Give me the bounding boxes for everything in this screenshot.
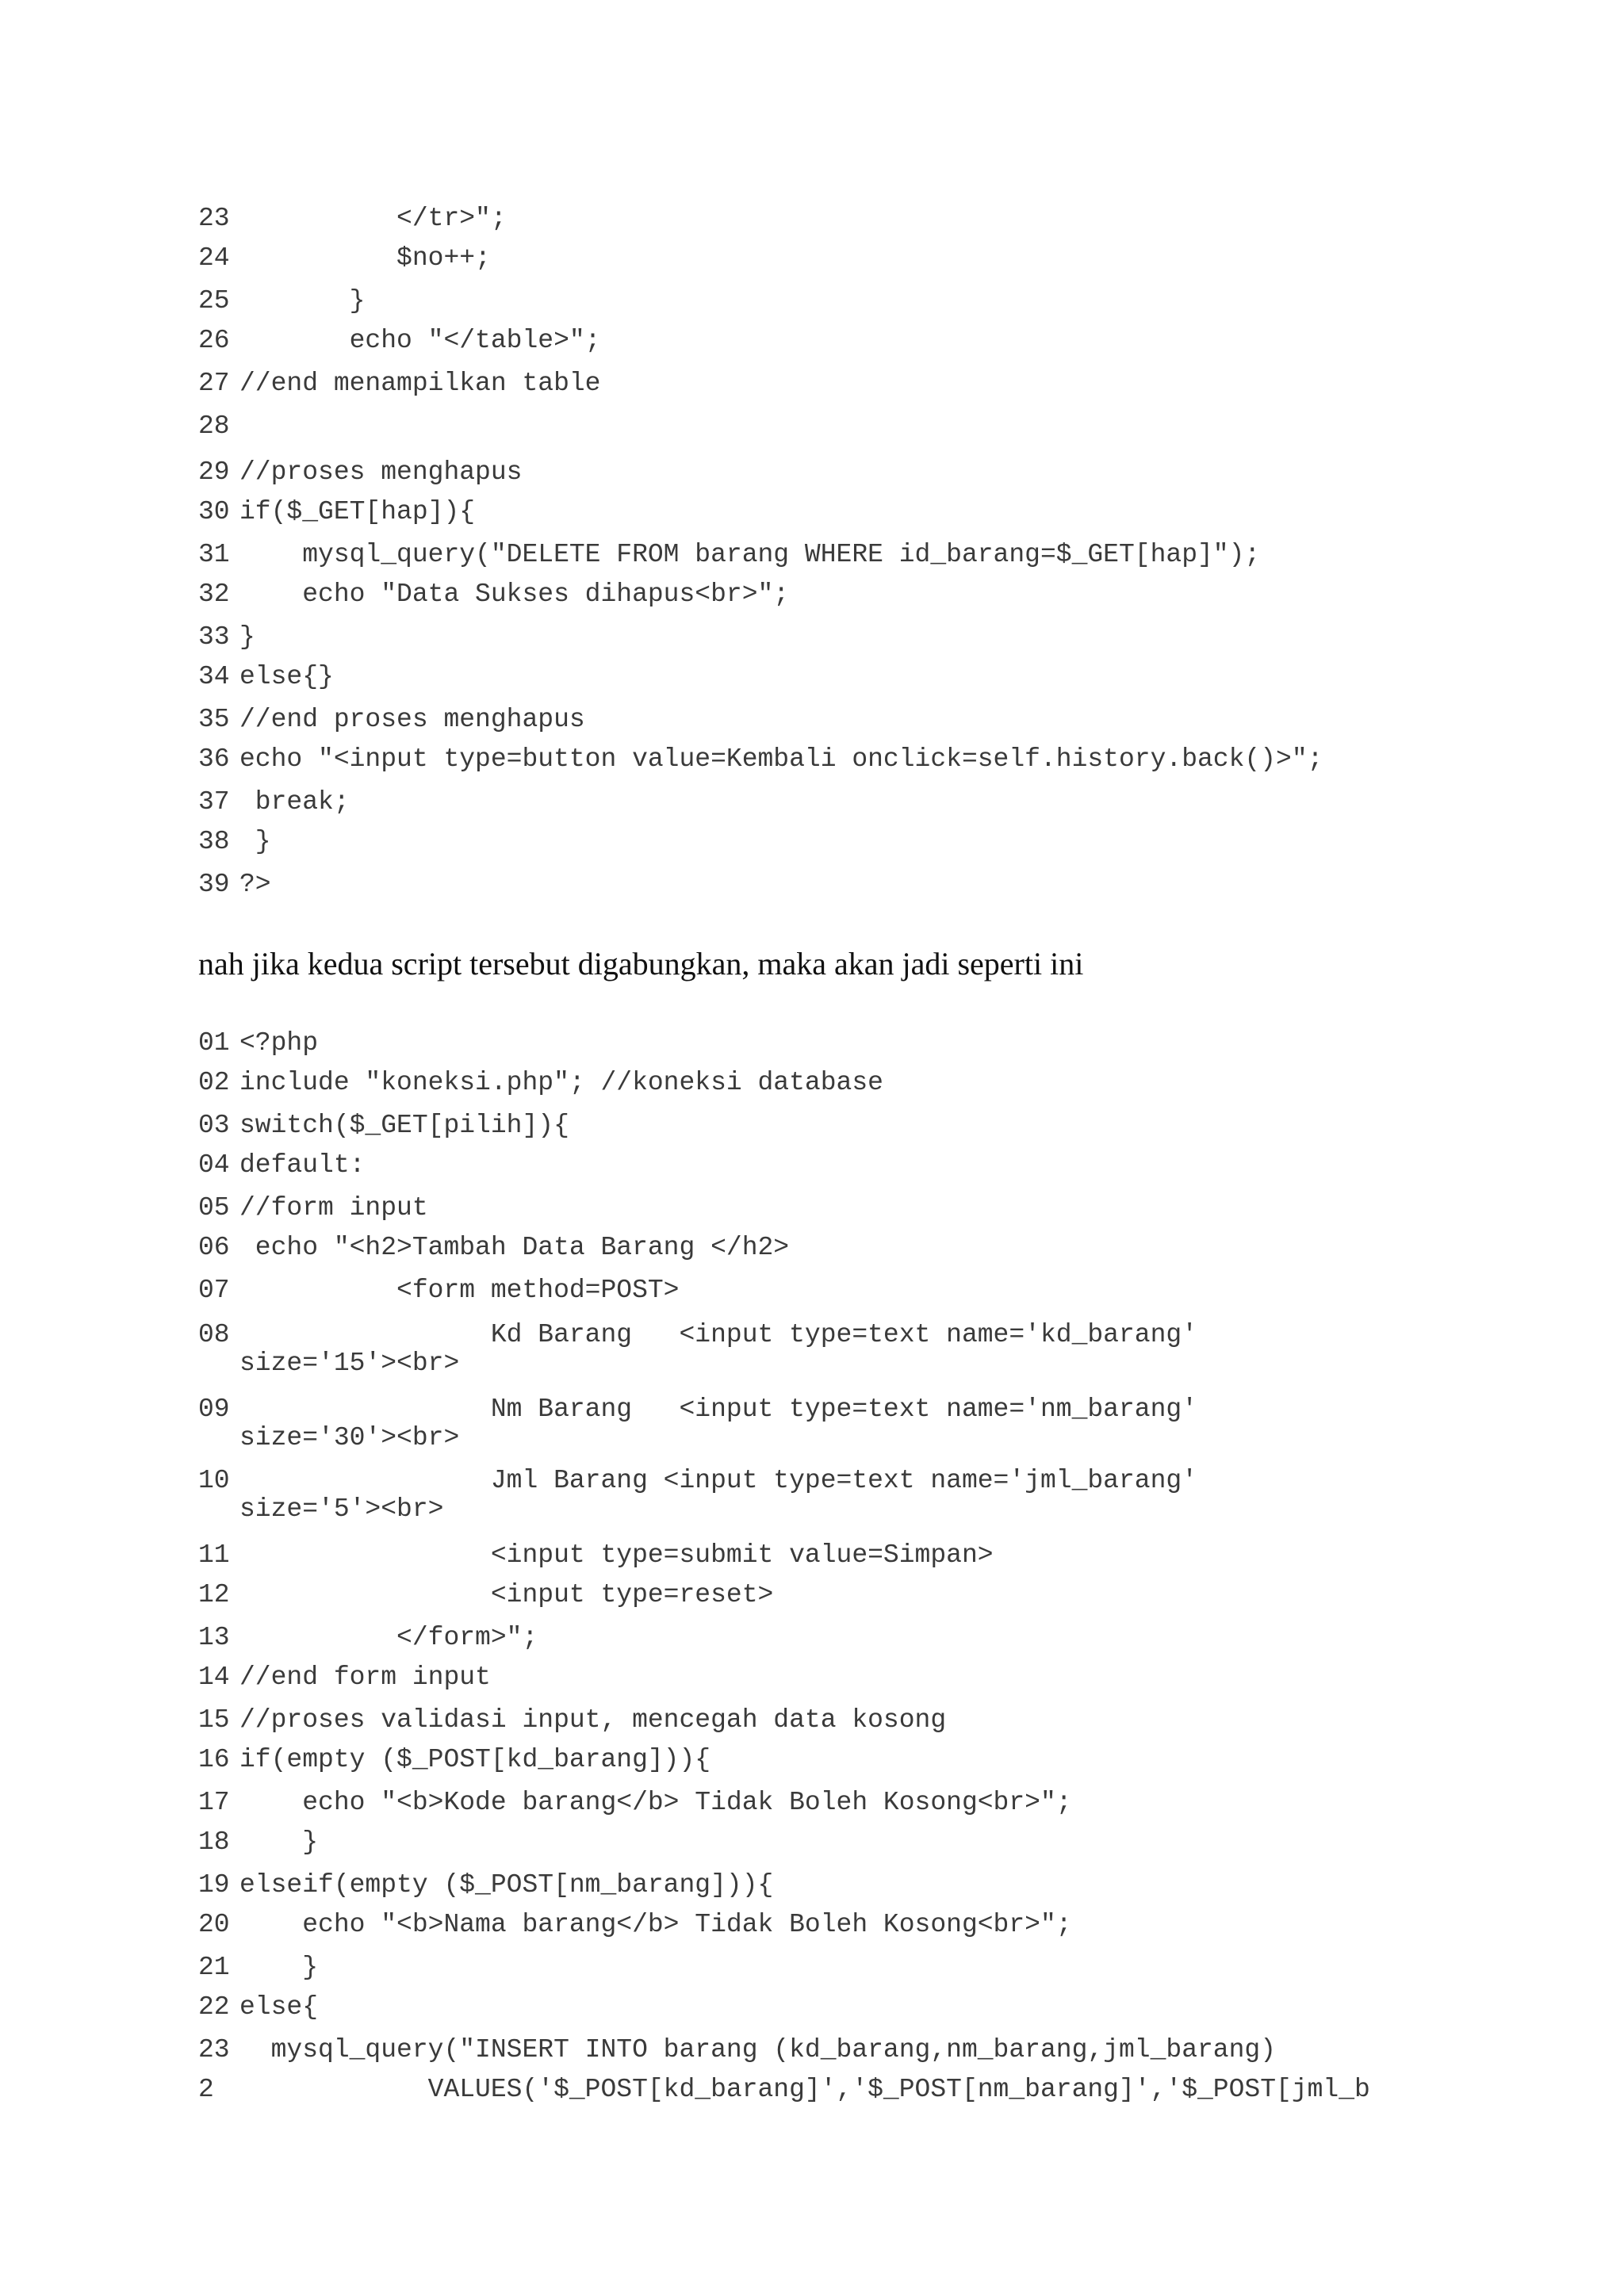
- code-line: [198, 1909, 1546, 1941]
- code-text: }: [239, 1827, 319, 1857]
- code-text: echo "Data Sukses dihapus<br>";: [239, 580, 790, 609]
- code-text: //form input: [239, 1193, 428, 1223]
- code-line: [198, 704, 1546, 736]
- code-text: echo "<b>Kode barang</b> Tidak Boleh Kosong<br>";: [239, 1788, 1072, 1817]
- code-line: [198, 1579, 1546, 1611]
- line-number: 01: [198, 1028, 230, 1058]
- line-number: 34: [198, 662, 230, 691]
- code-line: [198, 325, 1546, 357]
- line-number: 11: [198, 1540, 230, 1570]
- code-line: [198, 1110, 1546, 1142]
- code-line: [198, 1394, 1546, 1425]
- code-text: else{}: [239, 662, 334, 691]
- line-number: 17: [198, 1788, 230, 1817]
- line-number: 32: [198, 580, 230, 609]
- code-text: size='15'><br>: [239, 1349, 460, 1378]
- code-text: if(empty ($_POST[kd_barang])){: [239, 1745, 711, 1774]
- code-line: [198, 579, 1546, 610]
- line-number: 12: [198, 1580, 230, 1609]
- line-number: 25: [198, 286, 230, 316]
- line-number: 03: [198, 1111, 230, 1140]
- code-text: //end form input: [239, 1663, 491, 1692]
- code-text: <input type=submit value=Simpan>: [239, 1540, 994, 1570]
- code-line: [198, 1319, 1546, 1351]
- code-text: Nm Barang <input type=text name='nm_barang': [239, 1395, 1197, 1424]
- code-text: <form method=POST>: [239, 1276, 680, 1305]
- line-number: 35: [198, 705, 230, 734]
- line-number: 21: [198, 1953, 230, 1982]
- paragraph-text: nah jika kedua script tersebut digabungkan, maka akan jadi seperti ini: [198, 946, 1084, 982]
- code-line: [198, 1494, 1546, 1525]
- code-line: [198, 368, 1546, 400]
- code-text: </tr>";: [239, 204, 507, 233]
- code-line: [198, 1992, 1546, 2023]
- line-number: 39: [198, 870, 230, 899]
- code-text: VALUES('$_POST[kd_barang]','$_POST[nm_barang]','$_POST[jml_b: [239, 2075, 1370, 2104]
- code-text: ?>: [239, 870, 271, 899]
- code-line: [198, 203, 1546, 235]
- code-line: [198, 1150, 1546, 1181]
- line-number: 2: [198, 2075, 214, 2104]
- code-line: [198, 1348, 1546, 1380]
- code-line: [198, 826, 1546, 858]
- code-line: [198, 285, 1546, 317]
- line-number: 20: [198, 1910, 230, 1939]
- code-line: [198, 539, 1546, 571]
- code-text: Kd Barang <input type=text name='kd_barang': [239, 1320, 1197, 1349]
- line-number: 15: [198, 1705, 230, 1735]
- code-line: [198, 411, 1546, 442]
- line-number: 14: [198, 1663, 230, 1692]
- code-line: [198, 457, 1546, 488]
- code-line: [198, 1827, 1546, 1858]
- line-number: 10: [198, 1466, 230, 1495]
- code-line: [198, 661, 1546, 693]
- code-line: [198, 1744, 1546, 1776]
- code-line: [198, 2074, 1546, 2106]
- code-line: [198, 1232, 1546, 1264]
- code-text: echo "<b>Nama barang</b> Tidak Boleh Kosong<br>";: [239, 1910, 1072, 1939]
- code-text: $no++;: [239, 243, 491, 273]
- code-text: echo "<input type=button value=Kembali onclick=self.history.back()>";: [239, 744, 1323, 774]
- code-text: }: [239, 827, 271, 856]
- code-text: mysql_query("DELETE FROM barang WHERE id_barang=$_GET[hap]");: [239, 540, 1261, 569]
- line-number: 26: [198, 326, 230, 355]
- line-number: 31: [198, 540, 230, 569]
- line-number: 36: [198, 744, 230, 774]
- line-number: 02: [198, 1068, 230, 1097]
- code-text: //end proses menghapus: [239, 705, 585, 734]
- code-line: [198, 1662, 1546, 1693]
- code-line: [198, 1192, 1546, 1224]
- code-line: [198, 243, 1546, 274]
- code-line: [198, 1067, 1546, 1099]
- line-number: 28: [198, 411, 230, 441]
- line-number: 06: [198, 1233, 230, 1262]
- line-number: 08: [198, 1320, 230, 1349]
- code-line: [198, 1465, 1546, 1497]
- code-line: [198, 1275, 1546, 1307]
- line-number: 37: [198, 787, 230, 817]
- code-text: </form>";: [239, 1623, 538, 1652]
- code-line: [198, 1622, 1546, 1654]
- line-number: 33: [198, 622, 230, 652]
- code-text: }: [239, 622, 255, 652]
- code-line: [198, 622, 1546, 653]
- code-line: [198, 1952, 1546, 1984]
- line-number: 04: [198, 1150, 230, 1180]
- code-line: [198, 496, 1546, 528]
- code-text: include "koneksi.php"; //koneksi database: [239, 1068, 883, 1097]
- line-number: 23: [198, 2035, 230, 2064]
- code-line: [198, 744, 1546, 775]
- line-number: 13: [198, 1623, 230, 1652]
- code-text: mysql_query("INSERT INTO barang (kd_barang,nm_barang,jml_barang): [239, 2035, 1277, 2064]
- line-number: 09: [198, 1395, 230, 1424]
- code-text: elseif(empty ($_POST[nm_barang])){: [239, 1870, 774, 1900]
- code-line: [198, 1540, 1546, 1571]
- code-line: [198, 1787, 1546, 1819]
- line-number: 30: [198, 497, 230, 526]
- code-text: //end menampilkan table: [239, 369, 601, 398]
- code-text: size='30'><br>: [239, 1423, 460, 1452]
- line-number: 38: [198, 827, 230, 856]
- line-number: 07: [198, 1276, 230, 1305]
- line-number: 29: [198, 457, 230, 487]
- line-number: 16: [198, 1745, 230, 1774]
- code-text: Jml Barang <input type=text name='jml_barang': [239, 1466, 1197, 1495]
- code-text: default:: [239, 1150, 366, 1180]
- code-text: echo "<h2>Tambah Data Barang </h2>: [239, 1233, 790, 1262]
- code-text: else{: [239, 1992, 319, 2022]
- code-line: [198, 1869, 1546, 1901]
- code-text: switch($_GET[pilih]){: [239, 1111, 569, 1140]
- code-line: [198, 869, 1546, 901]
- code-text: echo "</table>";: [239, 326, 601, 355]
- line-number: 05: [198, 1193, 230, 1223]
- code-text: }: [239, 1953, 319, 1982]
- code-line: [198, 1422, 1546, 1454]
- line-number: 27: [198, 369, 230, 398]
- code-line: [198, 1705, 1546, 1736]
- code-text: <?php: [239, 1028, 319, 1058]
- code-text: //proses menghapus: [239, 457, 523, 487]
- code-line: [198, 1027, 1546, 1059]
- code-text: }: [239, 286, 366, 316]
- code-text: //proses validasi input, mencegah data kosong: [239, 1705, 947, 1735]
- line-number: 23: [198, 204, 230, 233]
- line-number: 19: [198, 1870, 230, 1900]
- line-number: 24: [198, 243, 230, 273]
- code-line: [198, 2034, 1546, 2066]
- code-line: [198, 786, 1546, 818]
- code-text: if($_GET[hap]){: [239, 497, 476, 526]
- line-number: 22: [198, 1992, 230, 2022]
- line-number: 18: [198, 1827, 230, 1857]
- code-text: <input type=reset>: [239, 1580, 774, 1609]
- code-text: size='5'><br>: [239, 1494, 444, 1524]
- code-text: break;: [239, 787, 350, 817]
